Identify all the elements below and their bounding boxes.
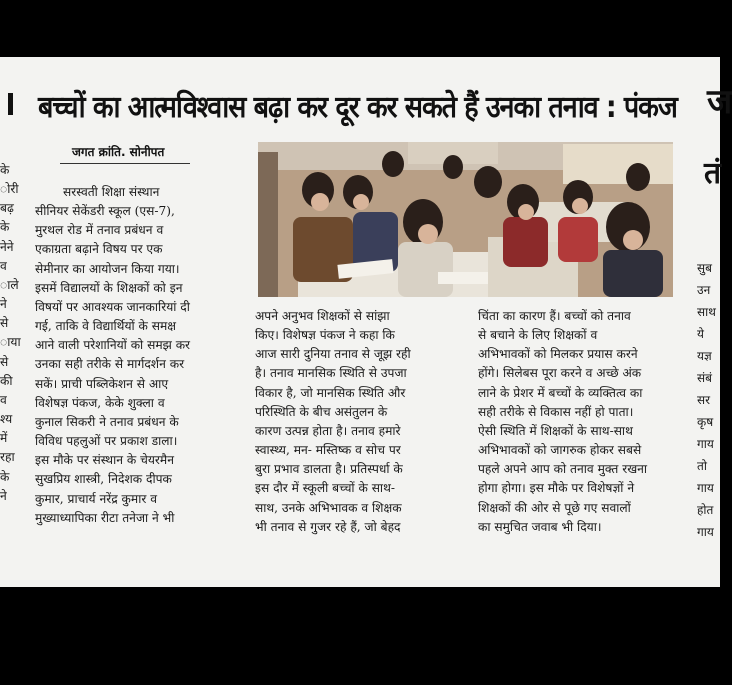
column-line: गई, ताकि वे विद्यार्थियों के समक्ष	[35, 319, 177, 334]
column-line: पहले अपने आप को तनाव मुक्त रखना	[478, 462, 648, 477]
fragment-line: ोरी	[0, 182, 19, 197]
fragment-line: गाय	[697, 481, 714, 495]
fragment-line: नेने	[0, 239, 14, 254]
fragment-line: ने	[0, 488, 7, 503]
fragment-line: बढ़	[0, 201, 14, 216]
column-line: सीनियर सेकेंडरी स्कूल (एस-7),	[35, 204, 175, 219]
column-line: स्वास्थ्य, मन- मस्तिष्क व सोच पर	[255, 443, 401, 458]
column-line: विषयों पर आवश्यक जानकारियां दी	[35, 299, 190, 314]
fragment-line: की	[0, 373, 13, 388]
column-line: शिक्षकों की ओर से पूछे गए सवालों	[478, 500, 631, 515]
fragment-line: गाय	[697, 525, 714, 539]
column-line: इस दौर में स्कूली बच्चों के साथ-	[255, 481, 395, 496]
column-line: विकार है, जो मानसिक स्थिति और	[255, 385, 406, 400]
fragment-line: के	[0, 220, 10, 235]
headline-bar	[8, 93, 13, 115]
headline: बच्चों का आत्मविश्वास बढ़ा कर दूर कर सकते हैं उनका तनाव : पंकज	[38, 90, 677, 125]
fragment-line: तो	[697, 459, 707, 473]
fragment-line: से	[0, 354, 9, 369]
fragment-line: व	[0, 258, 7, 273]
fragment-line: से	[0, 316, 9, 331]
byline: जगत क्रांति. सोनीपत	[72, 145, 165, 159]
fragment-line: संबं	[697, 371, 712, 385]
column-line: कुमार, प्राचार्य नरेंद्र कुमार व	[35, 491, 158, 506]
column-line: इसमें विद्यालयों के शिक्षकों को इन	[35, 280, 183, 295]
column-line: विशेषज्ञ पंकज, केके शुक्ला व	[35, 395, 165, 410]
fragment-line: ाया	[0, 335, 21, 350]
column-line: मुख्याध्यापिका रीटा तनेजा ने भी	[35, 510, 175, 525]
fragment-line: यज्ञ	[697, 349, 712, 363]
article-column-1	[35, 183, 243, 528]
column-line: उनका सही तरीके से मार्गदर्शन कर	[35, 357, 185, 372]
seminar-photo	[258, 142, 673, 297]
column-line: कारण उत्पन्न होता है। तनाव हमारे	[255, 423, 401, 438]
column-line: अपने अनुभव शिक्षकों से सांझा	[255, 309, 390, 323]
column-line: परिस्थिति के बीच असंतुलन के	[255, 404, 388, 419]
fragment-line: रहा	[0, 450, 15, 465]
fragment-line: ाले	[0, 277, 19, 292]
column-line: आने वाली परेशानियों को समझ कर	[35, 338, 191, 353]
column-line: लाने के प्रेशर में बच्चों के व्यक्तित्व का	[478, 385, 643, 400]
fragment-line: व	[0, 392, 7, 407]
column-line: सकें। प्राची पब्लिकेशन से आए	[35, 376, 169, 391]
column-line: बुरा प्रभाव डालता है। प्रतिस्पर्धा के	[255, 462, 403, 477]
column-line: अभिभावकों को जागरुक होकर सबसे	[478, 443, 642, 458]
fragment-line: में	[0, 431, 8, 446]
column-line: सरस्वती शिक्षा संस्थान	[63, 185, 160, 199]
fragment-line: साथ	[697, 305, 716, 319]
column-line: साथ, उनके अभिभावक व शिक्षक	[255, 500, 402, 515]
column-line: कुनाल सिकरी ने तनाव प्रबंधन के	[35, 414, 179, 429]
column-line: सुखप्रिय शास्त्री, निदेशक दीपक	[35, 472, 172, 487]
fragment-line: होत	[697, 503, 714, 517]
column-line: विविध पहलुओं पर प्रकाश डाला।	[35, 434, 178, 449]
column-line: सेमीनार का आयोजन किया गया।	[35, 261, 180, 276]
fragment-line: के	[0, 163, 10, 177]
column-line: चिंता का कारण हैं। बच्चों को तनाव	[478, 309, 631, 323]
fragment-line: के	[0, 469, 10, 484]
column-line: एकाग्रता बढ़ाने विषय पर एक	[35, 242, 163, 257]
fragment-line: ये	[697, 327, 704, 341]
adjacent-headline-fragment: ज	[707, 82, 732, 122]
article-column-2	[255, 307, 465, 537]
newspaper-page	[0, 57, 732, 587]
column-line: मुरथल रोड में तनाव प्रबंधन व	[35, 223, 164, 238]
column-line: अभिभावकों को मिलकर प्रयास करने	[478, 347, 638, 362]
fragment-line: सुब	[697, 261, 712, 275]
column-line: होगा होगा। इस मौके पर विशेषज्ञों ने	[478, 481, 635, 496]
adjacent-headline-fragment-2: तं	[704, 156, 722, 191]
fragment-line: गाय	[697, 437, 714, 451]
column-line: होंगे। सिलेबस पूरा करने व अच्छे अंक	[478, 366, 642, 381]
column-line: सही तरीके से विकास नहीं हो पाता।	[478, 404, 634, 419]
column-line: इस मौके पर संस्थान के चेयरमैन	[35, 453, 174, 468]
column-line: भी तनाव से गुजर रहे हैं, जो बेहद	[255, 519, 401, 534]
fragment-line: कृष	[697, 415, 714, 429]
column-line: आज सारी दुनिया तनाव से जूझ रही	[255, 347, 411, 362]
adjacent-article-right	[697, 257, 727, 543]
column-line: किए। विशेषज्ञ पंकज ने कहा कि	[255, 328, 395, 343]
byline-rule	[60, 163, 190, 164]
fragment-line: सर	[697, 393, 711, 407]
column-line: है। तनाव मानसिक स्थिति से उपजा	[255, 366, 407, 381]
fragment-line: ने	[0, 297, 7, 312]
article-column-3	[478, 307, 685, 537]
adjacent-article-left	[0, 161, 30, 506]
fragment-line: उन	[697, 283, 711, 297]
fragment-line: श्य	[0, 412, 13, 427]
column-line: ऐसी स्थिति में शिक्षकों के साथ-साथ	[478, 423, 633, 438]
column-line: से बचाने के लिए शिक्षकों व	[478, 328, 598, 343]
column-line: का समुचित जवाब भी दिया।	[478, 519, 602, 534]
